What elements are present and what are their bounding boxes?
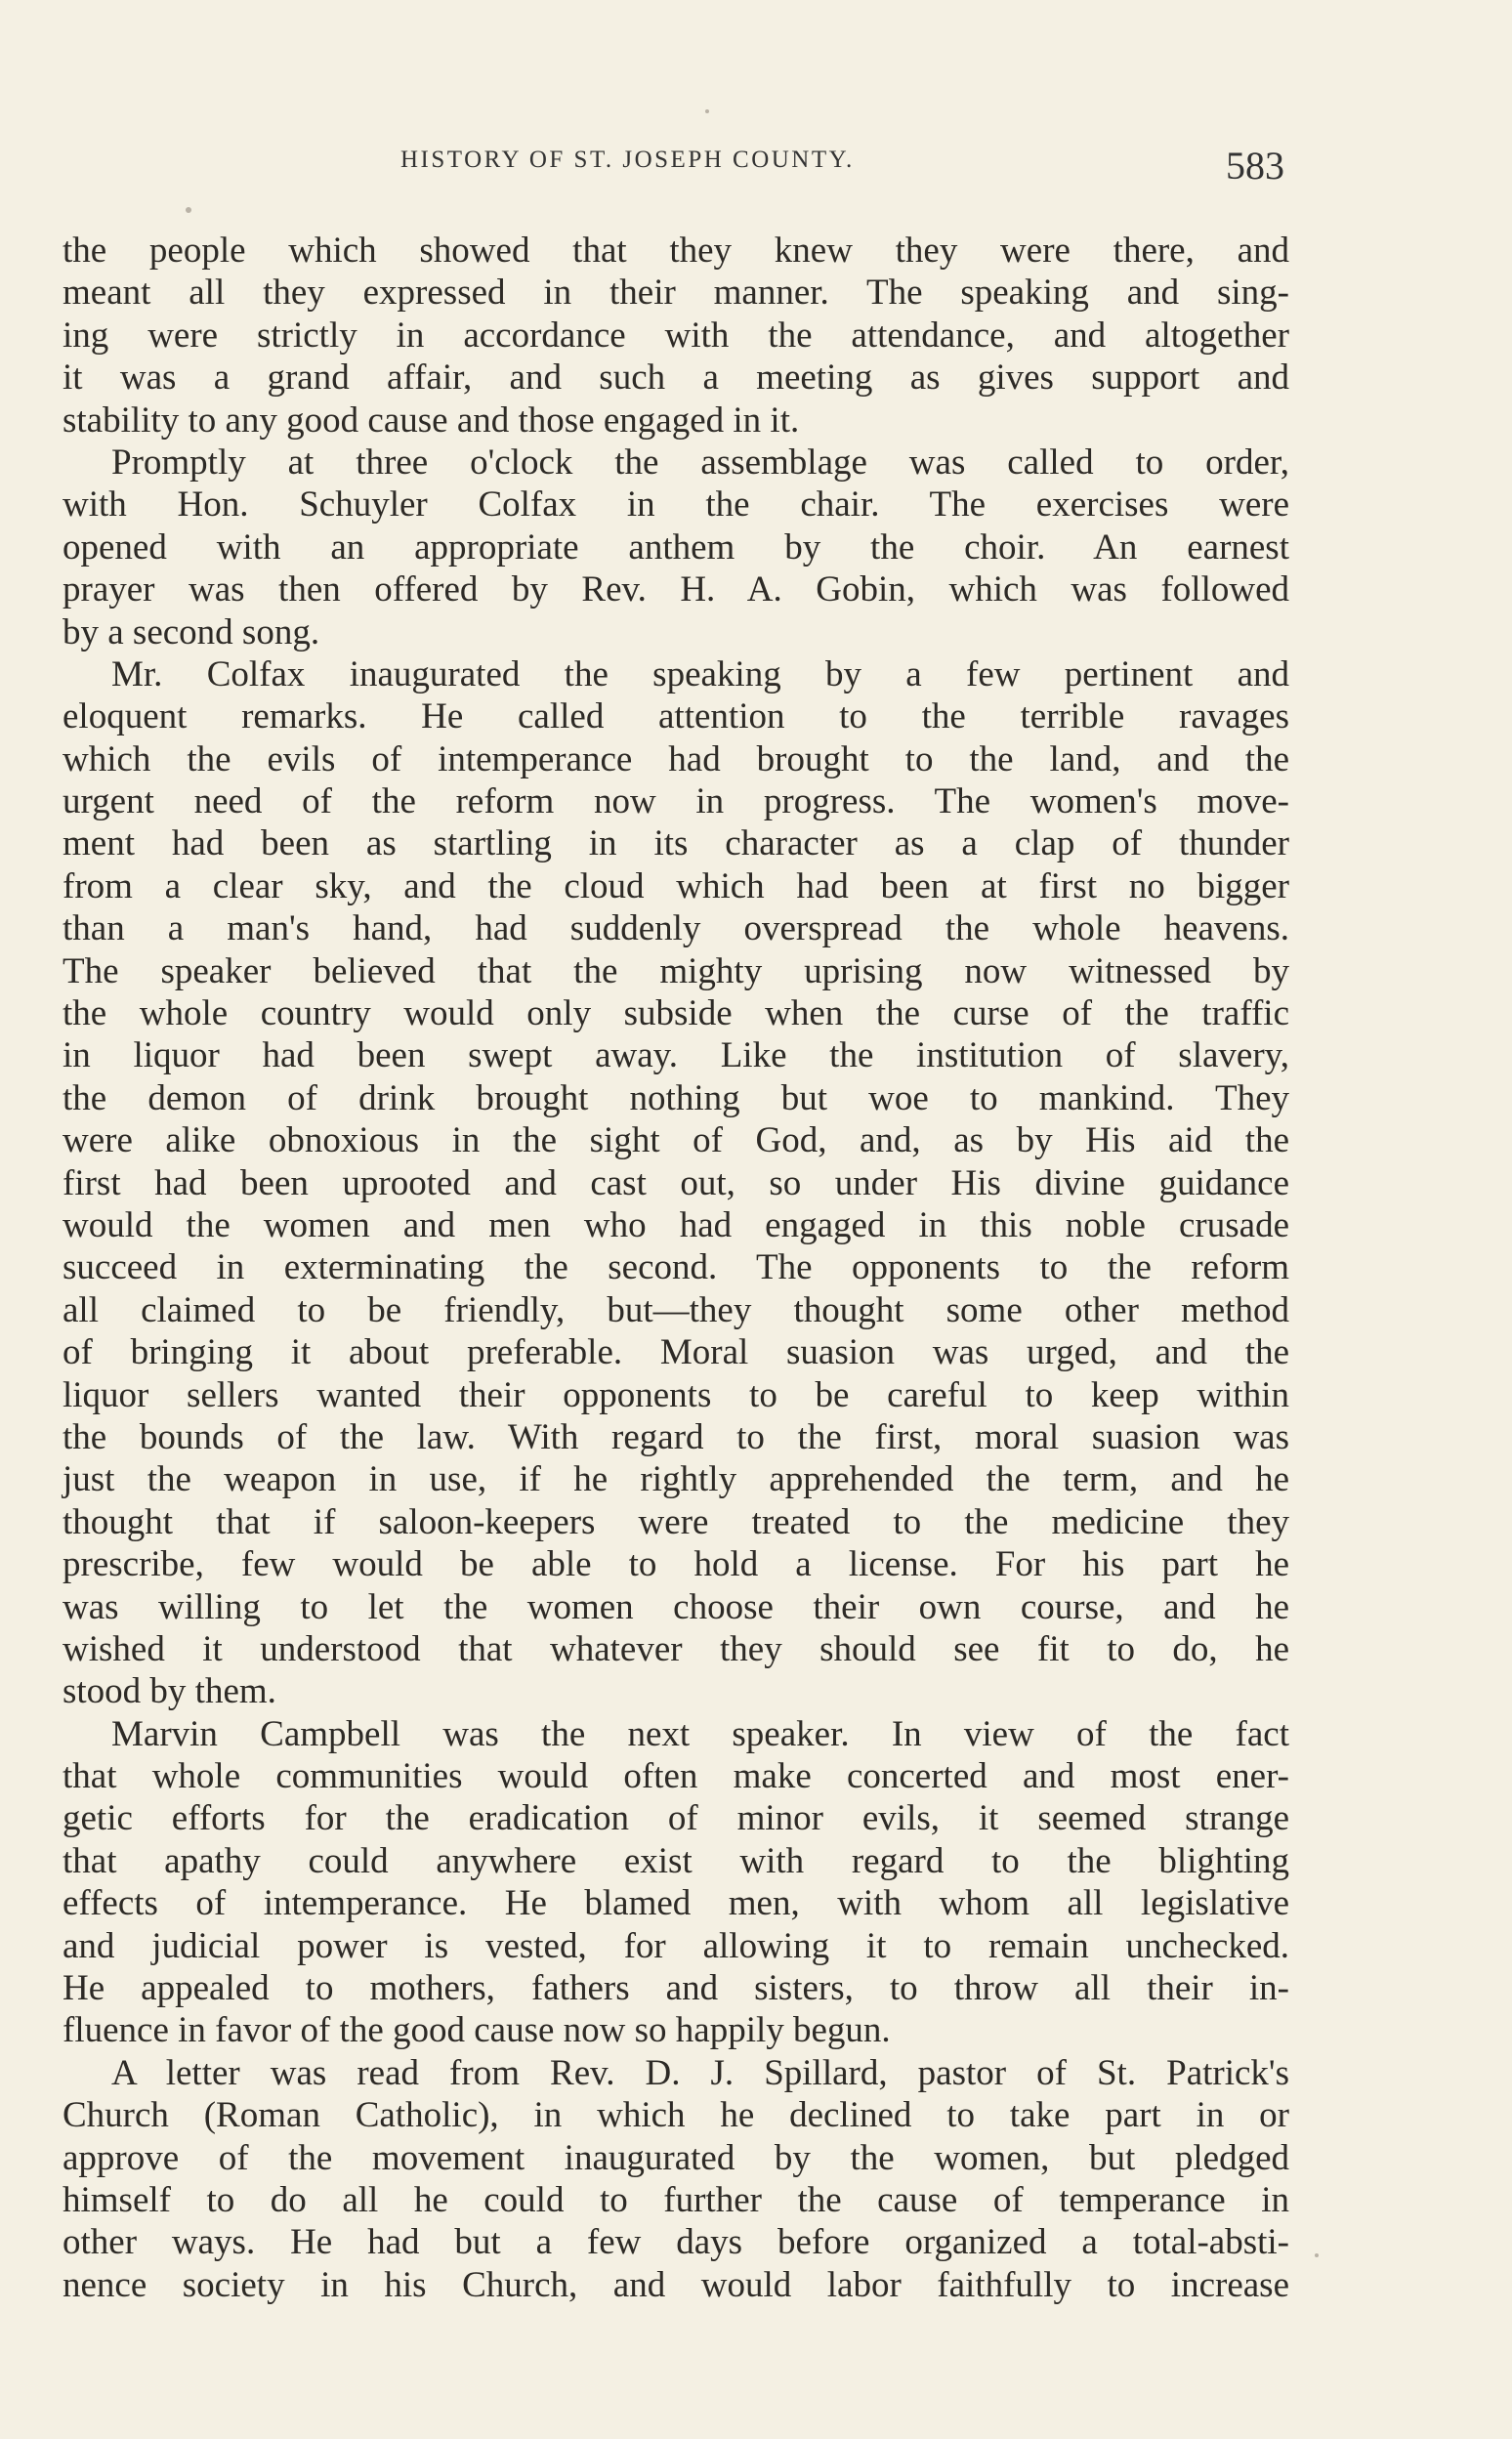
text-line: The speaker believed that the mighty uprising now witnessed by [63,950,1289,991]
text-line: just the weapon in use, if he rightly apprehended the term, and he [63,1459,1289,1500]
text-line: was willing to let the women choose their own course, and he [63,1586,1289,1627]
text-line: prayer was then offered by Rev. H. A. Gobin, which was followed [63,569,1289,610]
text-line: urgent need of the reform now in progress. The women's move- [63,781,1289,822]
text-line: of bringing it about preferable. Moral suasion was urged, and the [63,1332,1289,1373]
text-line: ment had been as startling in its character as a clap of thunder [63,823,1289,864]
text-line: by a second song. [63,611,320,652]
text-line: meant all they expressed in their manner. The speaking and sing- [63,273,1289,314]
print-speck [186,207,191,213]
text-line: would the women and men who had engaged in this noble crusade [63,1204,1289,1245]
text-line: the whole country would only subside when the curse of the traffic [63,993,1289,1034]
text-line: thought that if saloon-keepers were treated to the medicine they [63,1501,1289,1542]
text-line: getic efforts for the eradication of minor evils, it seemed strange [63,1798,1289,1839]
text-line: from a clear sky, and the cloud which had been at first no bigger [63,865,1289,906]
text-line: effects of intemperance. He blamed men, with whom all legislative [63,1883,1289,1924]
text-line: liquor sellers wanted their opponents to be careful to keep within [63,1374,1289,1415]
page-number: 583 [1226,144,1284,188]
text-line: stability to any good cause and those engaged in it. [63,399,800,441]
text-line: the people which showed that they knew they were there, and [63,231,1289,271]
text-line: He appealed to mothers, fathers and sisters, to throw all their in- [63,1968,1289,2009]
text-line: all claimed to be friendly, but—they thought some other method [63,1289,1289,1330]
text-line: himself to do all he could to further the cause of temperance in [63,2179,1289,2220]
text-line: nence society in his Church, and would labor faithfully to increase [63,2264,1289,2305]
text-line: first had been uprooted and cast out, so under His divine guidance [63,1162,1289,1203]
paragraph-start-line: A letter was read from Rev. D. J. Spillard, pastor of St. Patrick's [111,2052,1289,2093]
text-line: eloquent remarks. He called attention to the terrible ravages [63,696,1289,737]
text-line: prescribe, few would be able to hold a license. For his part he [63,1544,1289,1585]
text-line: in liquor had been swept away. Like the institution of slavery, [63,1035,1289,1076]
print-speck [1315,2253,1319,2257]
text-line: which the evils of intemperance had brought to the land, and the [63,738,1289,779]
running-head: HISTORY OF ST. JOSEPH COUNTY. [400,147,855,173]
body-text [63,230,1289,2306]
text-line: the bounds of the law. With regard to the first, moral suasion was [63,1416,1289,1457]
text-line: approve of the movement inaugurated by the women, but pledged [63,2137,1289,2178]
text-line: that apathy could anywhere exist with regard to the blighting [63,1840,1289,1881]
text-line: and judicial power is vested, for allowing it to remain unchecked. [63,1925,1289,1966]
paragraph-start-line: Marvin Campbell was the next speaker. In view of the fact [111,1713,1289,1754]
text-line: wished it understood that whatever they should see fit to do, he [63,1628,1289,1669]
paragraph-start-line: Promptly at three o'clock the assemblage was called to order, [111,442,1289,483]
print-speck [705,109,709,113]
text-line: were alike obnoxious in the sight of God, and, as by His aid the [63,1120,1289,1161]
text-line: than a man's hand, had suddenly overspread the whole heavens. [63,908,1289,949]
text-line: that whole communities would often make concerted and most ener- [63,1756,1289,1797]
text-line: stood by them. [63,1671,276,1712]
text-line: with Hon. Schuyler Colfax in the chair. The exercises were [63,484,1289,526]
text-line: Church (Roman Catholic), in which he declined to take part in or [63,2095,1289,2136]
text-line: opened with an appropriate anthem by the choir. An earnest [63,526,1289,568]
text-line: succeed in exterminating the second. The opponents to the reform [63,1247,1289,1288]
text-line: fluence in favor of the good cause now so happily begun. [63,2010,891,2051]
text-line: ing were strictly in accordance with the attendance, and altogether [63,315,1289,356]
text-line: the demon of drink brought nothing but woe to mankind. They [63,1077,1289,1118]
paragraph-start-line: Mr. Colfax inaugurated the speaking by a few pertinent and [111,653,1289,694]
text-line: it was a grand affair, and such a meeting as gives support and [63,357,1289,399]
text-line: other ways. He had but a few days before organized a total-absti- [63,2222,1289,2263]
